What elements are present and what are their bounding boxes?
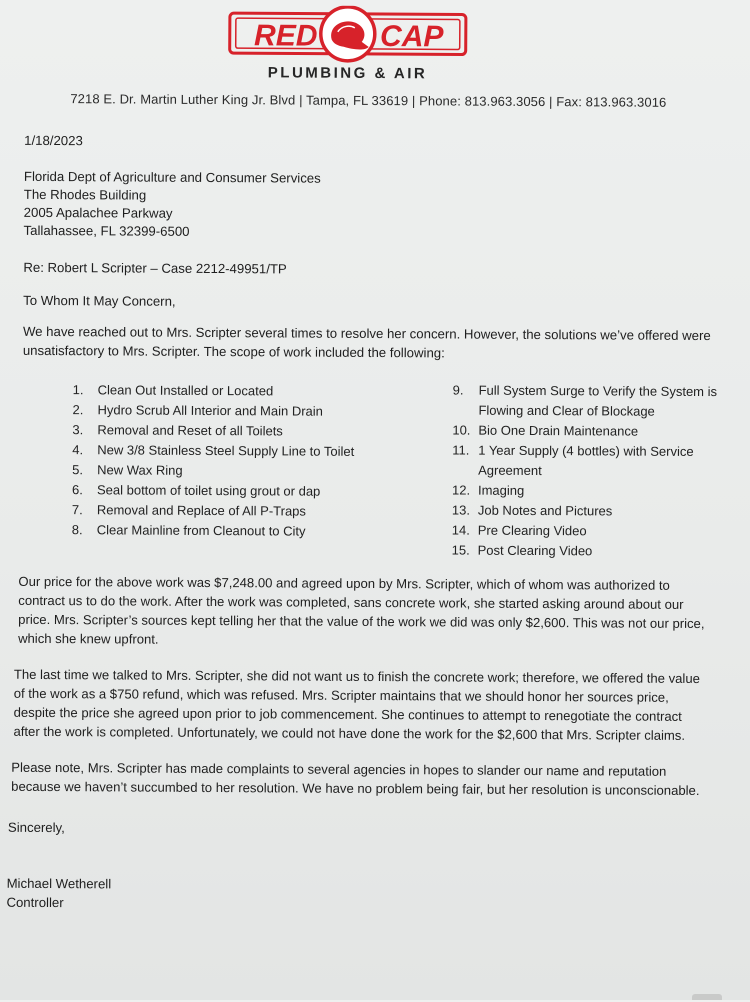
- scope-item-text: Full System Surge to Verify the System is: [478, 382, 718, 400]
- scope-item-number: 13.: [451, 502, 471, 518]
- scope-item-number: 15.: [451, 542, 470, 558]
- closing: Sincerely,: [7, 819, 65, 836]
- scope-item-number: 9.: [452, 382, 464, 398]
- scope-item-text: Bio One Drain Maintenance: [478, 422, 639, 439]
- scope-item: [452, 521, 587, 540]
- red-cap-logo-graphic: [227, 5, 471, 84]
- scope-item-number: 11.: [452, 442, 470, 458]
- scope-item-text: Removal and Reset of all Toilets: [97, 422, 283, 439]
- scope-item-text: Job Notes and Pictures: [477, 502, 613, 519]
- scope-item: [72, 441, 354, 461]
- salutation: To Whom It May Concern,: [23, 292, 176, 309]
- scope-item: [72, 421, 283, 440]
- recipient-line: Tallahassee, FL 32399-6500: [23, 222, 190, 239]
- paragraph-line: which she knew upfront.: [18, 630, 159, 647]
- recipient-line: Florida Dept of Agriculture and Consumer Services: [23, 168, 321, 186]
- paragraph-line: unsatisfactory to Mrs. Scripter. The scope of work included the following:: [22, 342, 445, 361]
- scope-item: [452, 501, 613, 520]
- paragraph-line: Our price for the above work was $7,248.00 and agreed upon by Mrs. Scripter, which of whom was authorized to: [18, 573, 670, 593]
- scope-item-number: 6.: [71, 482, 83, 498]
- scope-item: [452, 481, 524, 499]
- paragraph-line: We have reached out to Mrs. Scripter several times to resolve her concern. However, the solutions we’ve offered were: [22, 323, 711, 344]
- scope-item-number: 7.: [71, 502, 83, 518]
- scope-item-number: 1.: [72, 382, 84, 398]
- scope-item-number: 8.: [71, 522, 83, 538]
- scope-item-number: 4.: [72, 442, 84, 458]
- scope-item: [453, 381, 718, 401]
- letter-date: 1/18/2023: [24, 132, 83, 149]
- paper-edge-mark: [692, 994, 722, 1000]
- paragraph-line: despite the price she agreed upon prior to job commencement. She continues to attempt to renegotiate the contract: [13, 704, 682, 724]
- scope-item: [452, 421, 638, 440]
- paragraph-line: Please note, Mrs. Scripter has made complaints to several agencies in hopes to slander our name and reputation: [11, 759, 667, 779]
- scope-item-text: 1 Year Supply (4 bottles) with Service: [478, 442, 694, 459]
- scope-item: [72, 461, 183, 480]
- signer-name: Michael Wetherell: [6, 875, 112, 892]
- scope-item-continuation: Agreement: [478, 462, 542, 479]
- re-line: Re: Robert L Scripter – Case 2212-49951/TP: [23, 259, 287, 277]
- price-paragraph: [18, 572, 705, 652]
- scope-item: [72, 401, 323, 421]
- scope-item: [72, 481, 320, 501]
- scope-item-text: Hydro Scrub All Interior and Main Drain: [97, 402, 323, 419]
- scope-item-text: Pre Clearing Video: [477, 522, 587, 539]
- scope-item-text: Imaging: [477, 482, 525, 498]
- intro-paragraph: [23, 322, 711, 364]
- scope-item-text: Seal bottom of toilet using grout or dap: [96, 482, 321, 499]
- scope-item-number: 3.: [72, 422, 84, 438]
- signer-title: Controller: [6, 894, 64, 911]
- scope-item-number: 14.: [451, 522, 470, 538]
- paragraph-line: price. Mrs. Scripter’s sources kept telling her that the value of the work we did was only $2,600. This was not our price,: [18, 611, 705, 632]
- red-cap-logo: [227, 5, 471, 84]
- scope-item-text: Post Clearing Video: [477, 542, 593, 559]
- brand-tagline: PLUMBING & AIR: [267, 64, 428, 83]
- scope-item: [452, 541, 593, 560]
- scope-item: [452, 441, 693, 460]
- brand-right-text: CAP: [380, 20, 444, 54]
- recipient-line: 2005 Apalachee Parkway: [23, 204, 173, 221]
- scope-item-number: 5.: [72, 462, 84, 478]
- scope-item-text: Clear Mainline from Cleanout to City: [96, 522, 306, 539]
- scope-item-number: 10.: [452, 422, 471, 438]
- paragraph-line: because we haven’t succumbed to her resolution. We have no problem being fair, but her resolution is unconscionable.: [11, 778, 700, 798]
- scope-item-text: New 3/8 Stainless Steel Supply Line to Toilet: [97, 442, 355, 459]
- scope-item: [73, 381, 274, 400]
- paragraph-line: The last time we talked to Mrs. Scripter, she did not want us to finish the concrete work; therefore, we offered the value: [13, 666, 700, 686]
- paragraph-line: after the work is completed. Unfortunately, we could not have done the work for the $2,600 that Mrs. Scripter claims.: [13, 723, 686, 743]
- scope-item-text: Removal and Replace of All P-Traps: [96, 502, 306, 519]
- scope-item-text: Clean Out Installed or Located: [97, 382, 274, 399]
- scope-item-text: New Wax Ring: [97, 462, 183, 478]
- scope-item-continuation: Flowing and Clear of Blockage: [478, 402, 655, 419]
- scope-item: [72, 521, 306, 540]
- scope-item-number: 2.: [72, 402, 84, 418]
- scope-item-number: 12.: [451, 482, 471, 498]
- note-paragraph: [11, 758, 700, 800]
- recipient-line: The Rhodes Building: [23, 186, 147, 203]
- brand-left-text: RED: [254, 19, 318, 53]
- scope-item: [72, 501, 306, 520]
- letterhead-address: 7218 E. Dr. Martin Luther King Jr. Blvd | Tampa, FL 33619 | Phone: 813.963.3056 | Fax: 813.963.3016: [70, 91, 667, 110]
- paragraph-line: of the work as a $750 refund, which was refused. Mrs. Scripter maintains that we should honor her sources price,: [13, 685, 669, 705]
- last-time-paragraph: [13, 665, 700, 745]
- paragraph-line: contract us to do the work. After the work was completed, sans concrete work, she started asking around about our: [18, 592, 684, 612]
